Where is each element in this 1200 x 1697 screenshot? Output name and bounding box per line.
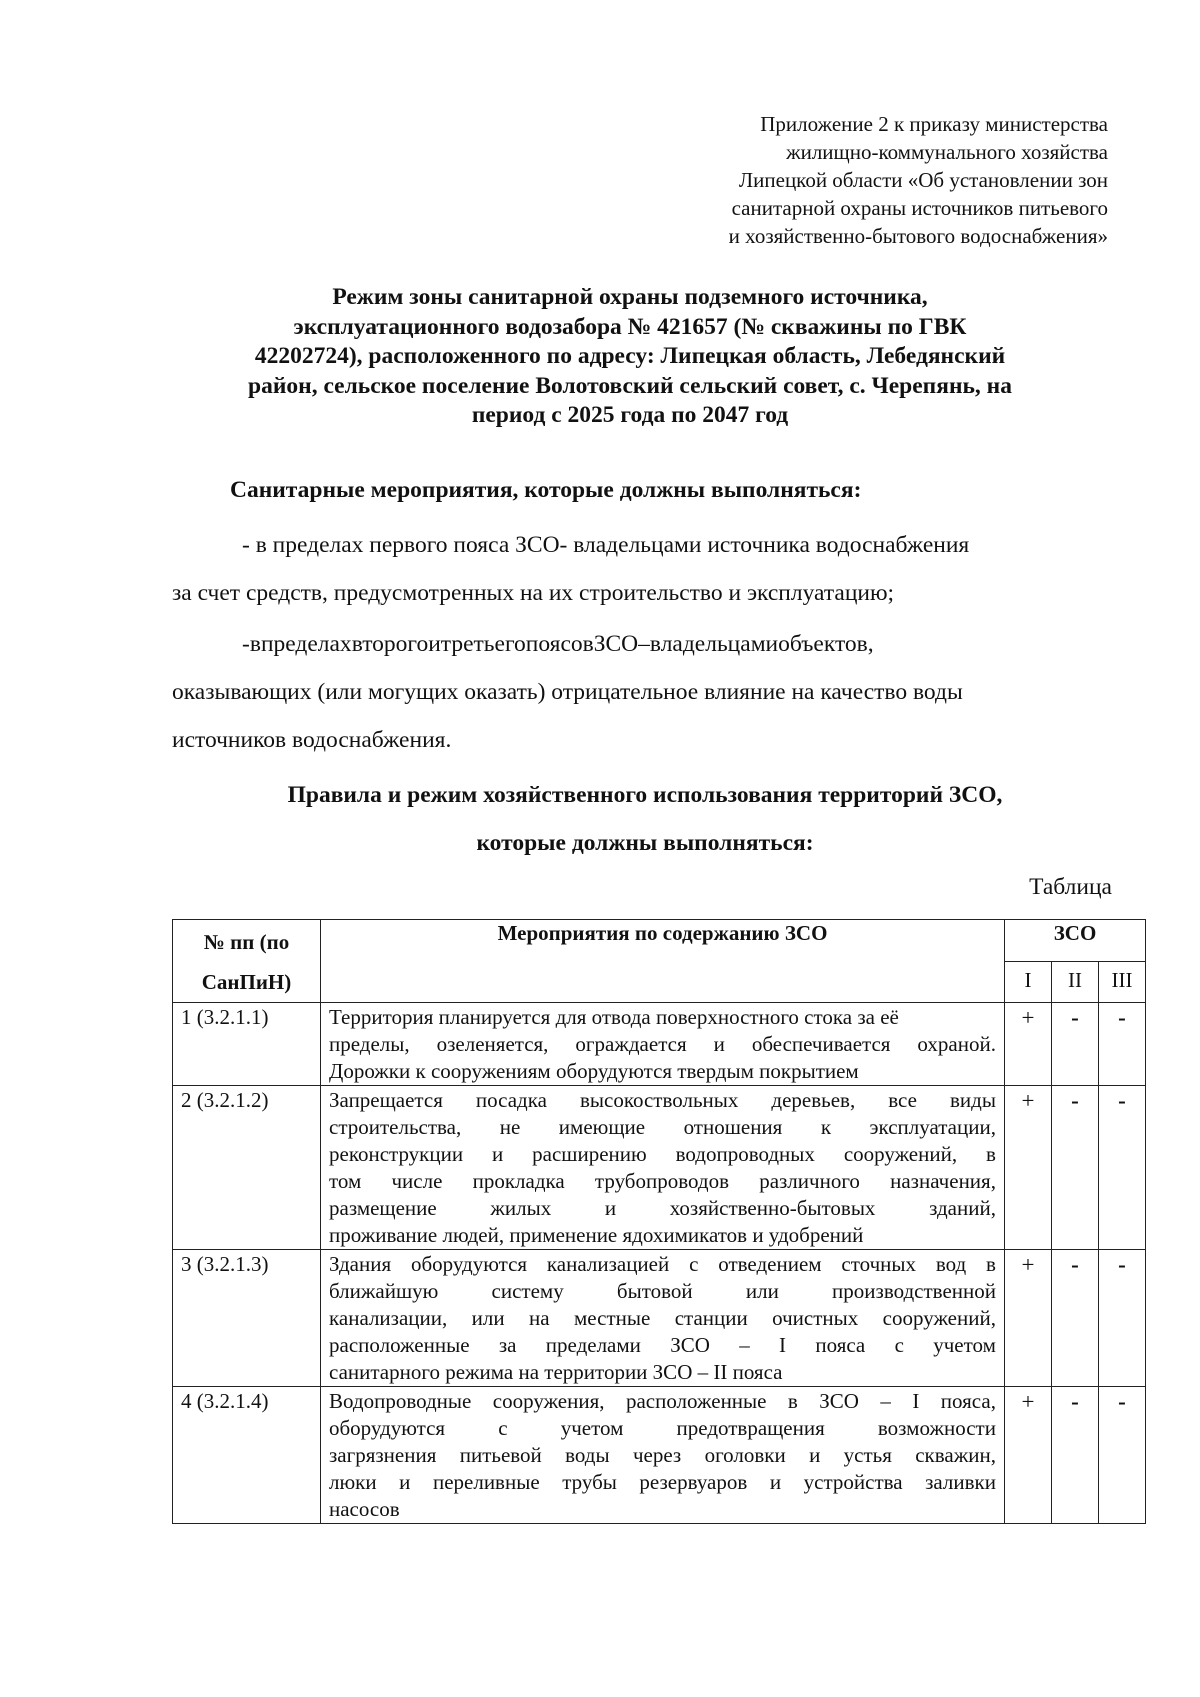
measure-text-line — [329, 1168, 996, 1195]
measure-text-line — [329, 1031, 996, 1058]
measure-word: расположенные — [329, 1333, 470, 1357]
sanitary-paragraph-second-third-zone — [172, 620, 1112, 764]
rules-heading — [170, 771, 1120, 867]
paragraph-word: пределах — [260, 631, 352, 657]
paragraph-word: – — [638, 631, 650, 657]
rules-heading-line: которые должны выполняться: — [476, 830, 814, 856]
measure-word: виды — [950, 1088, 996, 1112]
measure-word: охраной. — [917, 1032, 996, 1056]
measure-word: скважин, — [915, 1443, 996, 1467]
measure-word: озеленяется, — [436, 1032, 549, 1056]
paragraph-word: - — [242, 631, 250, 657]
measure-word: и — [769, 1470, 782, 1494]
measure-word: за — [498, 1333, 517, 1357]
measure-word: различного — [759, 1169, 860, 1193]
paragraph-word: ЗСО — [593, 631, 639, 657]
measure-word: Запрещается — [329, 1088, 443, 1112]
measure-word: пределами — [545, 1333, 641, 1357]
measure-word: трубы — [562, 1470, 617, 1494]
header-zone-i: I — [1005, 961, 1052, 1003]
measure-word: эксплуатации, — [869, 1115, 996, 1139]
appendix-line: жилищно-коммунального хозяйства — [786, 140, 1108, 164]
title-line: эксплуатационного водозабора № 421657 (№ скважины по ГВК — [293, 313, 967, 340]
measure-text-line — [329, 1305, 996, 1332]
measure-word: переливные — [432, 1470, 540, 1494]
measure-word: и — [604, 1196, 617, 1220]
measure-word: оборудуются — [410, 1252, 528, 1276]
measure-word: хозяйственно-бытовых — [669, 1196, 876, 1220]
measure-word: расширению — [532, 1142, 647, 1166]
measure-word: назначения, — [890, 1169, 996, 1193]
row-measure-text — [321, 1387, 1005, 1524]
measure-word: ЗСО — [819, 1389, 859, 1413]
measure-word: оборудуются — [329, 1416, 446, 1440]
measure-word: сооружений, — [843, 1142, 958, 1166]
header-measures: Мероприятия по содержанию ЗСО — [321, 920, 1005, 1003]
zone-iii-mark: - — [1099, 1003, 1146, 1086]
measure-word: канализации, — [329, 1306, 448, 1330]
measure-text-line — [329, 1278, 996, 1305]
measure-word: пояса — [815, 1333, 866, 1357]
measure-word: отведением — [718, 1252, 822, 1276]
measure-word: заливки — [925, 1470, 996, 1494]
measure-word: водопроводных — [675, 1142, 815, 1166]
table-row — [173, 1250, 1146, 1387]
measure-word: размещение — [329, 1196, 437, 1220]
measure-word: I — [779, 1333, 787, 1357]
measure-word: сооружения, — [492, 1389, 605, 1413]
zone-iii-mark: - — [1099, 1387, 1146, 1524]
paragraph-line: оказывающих (или могущих оказать) отрицательное влияние на качество воды — [172, 679, 963, 705]
measure-word: деревьев, — [771, 1088, 856, 1112]
paragraph-line: за счет средств, предусмотренных на их строительство и эксплуатацию; — [172, 580, 895, 606]
paragraph-word: поясов — [525, 631, 594, 657]
measure-word: расположенные — [625, 1389, 767, 1413]
measure-word: или — [745, 1279, 779, 1303]
measure-word: Здания — [329, 1252, 392, 1276]
zone-iii-mark: - — [1099, 1250, 1146, 1387]
measure-word: трубопроводов — [594, 1169, 729, 1193]
row-measure-text — [321, 1250, 1005, 1387]
title-line: период с 2025 года по 2047 год — [471, 402, 789, 428]
measure-word: высокоствольных — [579, 1088, 739, 1112]
document-title — [170, 283, 1090, 431]
row-measure-text — [321, 1086, 1005, 1250]
measure-word: с — [689, 1252, 699, 1276]
measure-word: учетом — [560, 1416, 624, 1440]
row-number: 1 (3.2.1.1) — [173, 1003, 321, 1086]
row-measure-text — [321, 1003, 1005, 1086]
measure-word: обеспечивается — [751, 1032, 891, 1056]
header-number — [173, 920, 321, 1003]
measure-word: местные — [574, 1306, 651, 1330]
paragraph-word: в — [249, 631, 261, 657]
measure-word: пределы, — [329, 1032, 410, 1056]
measure-word: в — [986, 1252, 996, 1276]
paragraph-word: объектов, — [778, 631, 874, 657]
measure-word: люки — [329, 1470, 377, 1494]
measure-word: посадка — [475, 1088, 547, 1112]
measure-word: все — [888, 1088, 917, 1112]
measure-word: устья — [843, 1443, 892, 1467]
measure-text-line: Дорожки к сооружениям оборудуются твердым покрытием — [329, 1059, 859, 1083]
appendix-line: Липецкой области «Об установлении зон — [738, 168, 1108, 192]
paragraph-word: и — [428, 631, 441, 657]
measure-word: ограждается — [575, 1032, 687, 1056]
measure-word: I — [912, 1389, 920, 1413]
zone-i-mark: + — [1005, 1250, 1052, 1387]
measure-word: зданий, — [929, 1196, 996, 1220]
measure-text-line: насосов — [329, 1497, 400, 1521]
measure-word: через — [632, 1443, 682, 1467]
zone-i-mark: + — [1005, 1086, 1052, 1250]
measure-word: отношения — [683, 1115, 783, 1139]
appendix-line: санитарной охраны источников питьевого — [731, 196, 1108, 220]
measure-text-line — [329, 1415, 996, 1442]
title-line: Режим зоны санитарной охраны подземного источника, — [332, 284, 928, 310]
measure-word: вод — [935, 1252, 967, 1276]
zone-ii-mark: - — [1052, 1086, 1099, 1250]
paragraph-word: второго — [351, 631, 429, 657]
measure-word: Водопроводные — [329, 1389, 472, 1413]
measure-word: производственной — [832, 1279, 996, 1303]
measure-text-line — [329, 1442, 996, 1469]
measure-word: или — [471, 1306, 505, 1330]
measure-text-line — [329, 1114, 996, 1141]
measure-word: устройства — [803, 1470, 903, 1494]
appendix-line: и хозяйственно-бытового водоснабжения» — [728, 224, 1108, 248]
zso-measures-table — [172, 919, 1146, 1524]
rules-heading-line: Правила и режим хозяйственного использования территорий ЗСО, — [287, 782, 1003, 808]
measure-text-line — [329, 1388, 996, 1415]
row-number: 3 (3.2.1.3) — [173, 1250, 321, 1387]
table-body — [173, 1003, 1146, 1524]
zone-i-mark: + — [1005, 1003, 1052, 1086]
paragraph-line: - в пределах первого пояса ЗСО- владельцами источника водоснабжения — [242, 532, 970, 558]
table-row — [173, 1086, 1146, 1250]
measure-word: с — [894, 1333, 904, 1357]
sanitary-measures-heading: Санитарные мероприятия, которые должны выполняться: — [230, 477, 862, 503]
measure-word: ЗСО — [670, 1333, 710, 1357]
header-number-line: СанПиН) — [201, 970, 292, 994]
measure-word: питьевой — [459, 1443, 542, 1467]
header-number-line: № пп (по — [203, 930, 290, 954]
measure-word: к — [820, 1115, 832, 1139]
measure-word: загрязнения — [329, 1443, 437, 1467]
measure-text-line — [329, 1251, 996, 1278]
measure-word: не — [499, 1115, 521, 1139]
table-row — [173, 1003, 1146, 1086]
measure-text-line: санитарного режима на территории ЗСО – II пояса — [329, 1360, 783, 1384]
measure-word: систему — [491, 1279, 564, 1303]
appendix-note — [620, 110, 1108, 250]
measure-word: прокладка — [472, 1169, 565, 1193]
measure-word: учетом — [933, 1333, 996, 1357]
measure-text-line: проживание людей, применение ядохимикатов и удобрений — [329, 1223, 864, 1247]
measure-word: – — [880, 1389, 891, 1413]
row-number: 2 (3.2.1.2) — [173, 1086, 321, 1250]
sanitary-paragraph-first-zone — [172, 521, 1112, 617]
measure-word: – — [739, 1333, 750, 1357]
measure-word: станции — [674, 1306, 748, 1330]
measure-word: сооружений, — [882, 1306, 996, 1330]
header-zso: ЗСО — [1005, 920, 1146, 962]
measure-word: канализацией — [546, 1252, 670, 1276]
measure-word: строительства, — [329, 1115, 462, 1139]
measure-word: реконструкции — [329, 1142, 464, 1166]
measure-text-line — [329, 1141, 996, 1168]
measure-text-line — [329, 1469, 996, 1496]
measure-word: жилых — [490, 1196, 552, 1220]
zone-iii-mark: - — [1099, 1086, 1146, 1250]
measure-text-line — [329, 1195, 996, 1222]
measure-word: и — [492, 1142, 504, 1166]
zone-i-mark: + — [1005, 1387, 1052, 1524]
measure-word: и — [809, 1443, 821, 1467]
measure-word: с — [498, 1416, 508, 1440]
measure-word: на — [529, 1306, 550, 1330]
appendix-line: Приложение 2 к приказу министерства — [760, 112, 1108, 136]
paragraph-line: источников водоснабжения. — [172, 727, 452, 753]
measure-text-line: Территория планируется для отвода поверхностного стока за её — [329, 1005, 899, 1029]
zone-ii-mark: - — [1052, 1003, 1099, 1086]
row-number: 4 (3.2.1.4) — [173, 1387, 321, 1524]
paragraph-line — [172, 620, 1112, 668]
measure-word: бытовой — [616, 1279, 693, 1303]
measure-text-line — [329, 1087, 996, 1114]
measure-word: воды — [565, 1443, 610, 1467]
measure-word: и — [399, 1470, 411, 1494]
measure-text-line — [329, 1332, 996, 1359]
measure-word: ближайшую — [329, 1279, 439, 1303]
measure-word: в — [986, 1142, 996, 1166]
measure-word: сточных — [841, 1252, 916, 1276]
measure-word: числе — [391, 1169, 443, 1193]
measure-word: том — [329, 1169, 362, 1193]
measure-word: пояса, — [940, 1389, 996, 1413]
header-zone-iii: III — [1099, 961, 1146, 1003]
measure-word: в — [787, 1389, 798, 1413]
measure-word: очистных — [772, 1306, 859, 1330]
table-caption: Таблица — [1029, 874, 1112, 900]
measure-word: предотвращения — [676, 1416, 825, 1440]
measure-word: и — [713, 1032, 725, 1056]
measure-word: оголовки — [704, 1443, 786, 1467]
paragraph-word: владельцами — [649, 631, 779, 657]
table-row — [173, 1387, 1146, 1524]
measure-word: резервуаров — [639, 1470, 748, 1494]
measure-word: возможности — [877, 1416, 996, 1440]
title-line: район, сельское поселение Волотовский сельский совет, с. Черепянь, на — [248, 372, 1012, 399]
title-line: 42202724), расположенного по адресу: Липецкая область, Лебедянский — [254, 343, 1006, 369]
zone-ii-mark: - — [1052, 1250, 1099, 1387]
measure-word: имеющие — [558, 1115, 646, 1139]
header-zone-ii: II — [1052, 961, 1099, 1003]
paragraph-word: третьего — [440, 631, 526, 657]
zone-ii-mark: - — [1052, 1387, 1099, 1524]
